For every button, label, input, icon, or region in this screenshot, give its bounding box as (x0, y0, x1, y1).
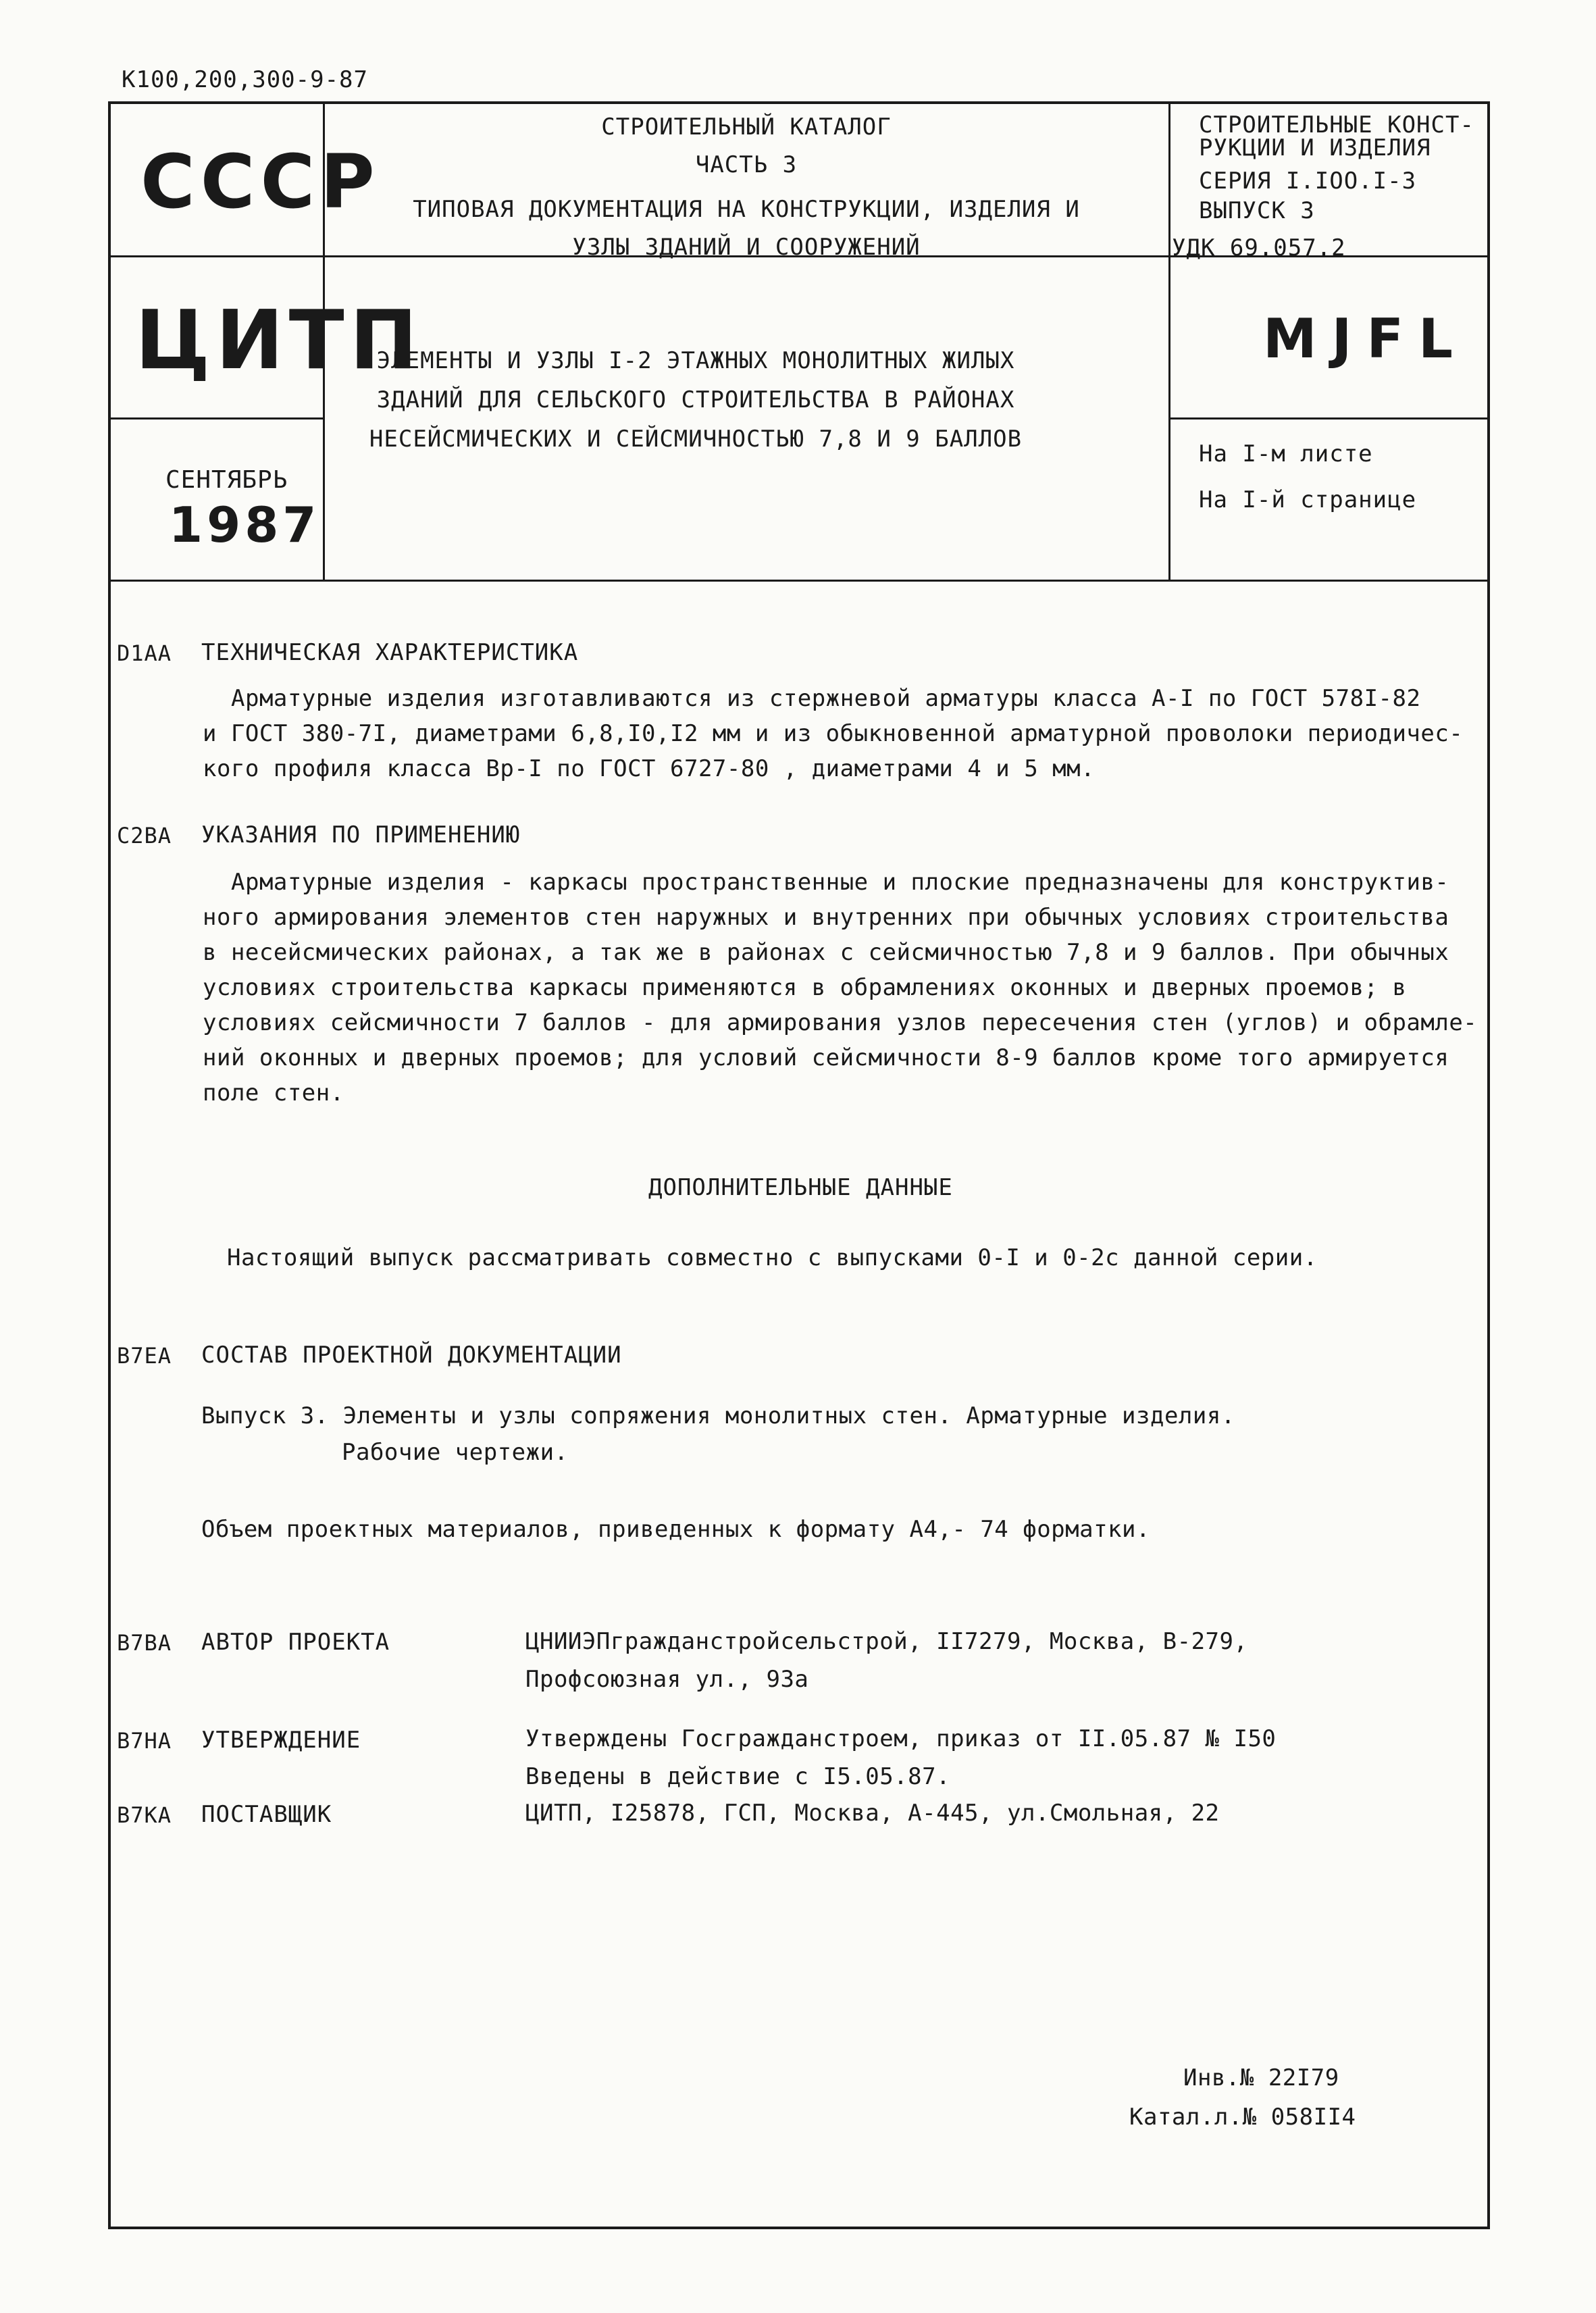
text-line: в несейсмических районах, а так же в районах с сейсмичностью 7,8 и 9 баллов. При обычных (203, 939, 1449, 966)
catalog-line-4: УЗЛЫ ЗДАНИЙ И СООРУЖЕНИЙ (572, 234, 921, 261)
additional-data-title: ДОПОЛНИТЕЛЬНЫЕ ДАННЫЕ (648, 1174, 953, 1201)
month-label: СЕНТЯБРЬ (165, 466, 288, 494)
catalog-sheet-number: Катал.л.№ 058II4 (1129, 2104, 1356, 2131)
section-title-composition: СОСТАВ ПРОЕКТНОЙ ДОКУМЕНТАЦИИ (201, 1342, 622, 1369)
section-code-b7ba: B7BA (117, 1630, 172, 1656)
additional-data-text: Настоящий выпуск рассматривать совместно с выпусками 0-I и 0-2с данной серии. (227, 1244, 1318, 1271)
title-line-3: НЕСЕЙСМИЧЕСКИХ И СЕЙСМИЧНОСТЬЮ 7,8 И 9 БАЛЛОВ (369, 426, 1023, 453)
section-code-b7ha: B7HA (117, 1728, 172, 1754)
catalog-line-1: СТРОИТЕЛЬНЫЙ КАТАЛОГ (601, 113, 892, 141)
supplier-line: ЦИТП, I25878, ГСП, Москва, А-445, ул.Смольная, 22 (525, 1800, 1220, 1827)
composition-line-1: Выпуск 3. Элементы и узлы сопряжения монолитных стен. Арматурные изделия. (201, 1402, 1235, 1429)
text-line: и ГОСТ 380-7I, диаметрами 6,8,I0,I2 мм и из обыкновенной арматурной проволоки периодичес- (203, 720, 1464, 747)
text-line: Арматурные изделия изготавливаются из стержневой арматуры класса A-I по ГОСТ 578I-82 (231, 685, 1421, 712)
section-code-d1aa: D1AA (117, 640, 172, 666)
section-title-supplier: ПОСТАВЩИК (201, 1801, 332, 1828)
section-code-c2ba: C2BA (117, 823, 172, 848)
citp-label: ЦИТП (135, 294, 423, 388)
text-line: условиях строительства каркасы применяются в обрамлениях оконных и дверных проемов; в (203, 974, 1407, 1001)
author-line-2: Профсоюзная ул., 93а (525, 1666, 809, 1693)
sheet-info: На I-м листе (1199, 440, 1373, 467)
year-label: 1987 (169, 497, 321, 553)
series-line-3: СЕРИЯ I.IOO.I-3 (1199, 168, 1417, 195)
udk-label: УДК 69.057.2 (1172, 234, 1346, 261)
composition-line-2: Рабочие чертежи. (342, 1439, 569, 1466)
approval-line-1: Утверждены Госгражданстроем, приказ от II.05.87 № I50 (525, 1725, 1277, 1752)
series-line-2: РУКЦИИ И ИЗДЕЛИЯ (1199, 134, 1431, 161)
header-divider-right (1168, 101, 1170, 581)
document-code: К100,200,300-9-87 (122, 66, 368, 93)
composition-volume: Объем проектных материалов, приведенных к формату А4,- 74 форматки. (201, 1516, 1150, 1543)
series-line-1: СТРОИТЕЛЬНЫЕ КОНСТ- (1199, 111, 1474, 138)
series-line-4: ВЫПУСК 3 (1199, 197, 1315, 224)
text-line: условиях сейсмичности 7 баллов - для армирования узлов пересечения стен (углов) и обрамле- (203, 1009, 1478, 1036)
section-title-technical: ТЕХНИЧЕСКАЯ ХАРАКТЕРИСТИКА (201, 639, 579, 666)
header-row-divider-3 (1168, 417, 1490, 420)
page-info: На I-й странице (1199, 486, 1417, 513)
document-title (324, 341, 1067, 459)
section-code-b7ka: B7KA (117, 1802, 172, 1828)
ussr-label: СССР (140, 138, 380, 225)
section-body-application (203, 865, 1486, 1111)
index-code: MJFL (1263, 307, 1468, 370)
author-line-1: ЦНИИЭПгражданстройсельстрой, II7279, Москва, В-279, (525, 1628, 1248, 1655)
series-info (1199, 113, 1483, 226)
section-code-b7ea: B7EA (117, 1343, 172, 1369)
text-line: ного армирования элементов стен наружных и внутренних при обычных условиях строительства (203, 904, 1449, 931)
header-row-divider-2 (108, 417, 324, 420)
title-line-2: ЗДАНИЙ ДЛЯ СЕЛЬСКОГО СТРОИТЕЛЬСТВА В РАЙОНАХ (376, 386, 1015, 413)
catalog-line-3: ТИПОВАЯ ДОКУМЕНТАЦИЯ НА КОНСТРУКЦИИ, ИЗДЕЛИЯ И (413, 196, 1080, 223)
section-title-approval: УТВЕРЖДЕНИЕ (201, 1727, 361, 1754)
text-line: Арматурные изделия - каркасы пространственные и плоские предназначены для конструктив- (231, 869, 1449, 896)
text-line: ний оконных и дверных проемов; для условий сейсмичности 8-9 баллов кроме того армируется (203, 1044, 1449, 1071)
catalog-line-2: ЧАСТЬ 3 (695, 151, 798, 178)
title-line-1: ЭЛЕМЕНТЫ И УЗЛЫ I-2 ЭТАЖНЫХ МОНОЛИТНЫХ ЖИЛЫХ (376, 347, 1015, 374)
text-line: кого профиля класса Bp-I по ГОСТ 6727-80 , диаметрами 4 и 5 мм. (203, 755, 1096, 782)
text-line: поле стен. (203, 1079, 344, 1107)
catalog-header (324, 108, 1168, 266)
inventory-number: Инв.№ 22I79 (1183, 2064, 1339, 2091)
section-title-author: АВТОР ПРОЕКТА (201, 1629, 390, 1656)
approval-line-2: Введены в действие с I5.05.87. (525, 1763, 951, 1790)
section-title-application: УКАЗАНИЯ ПО ПРИМЕНЕНИЮ (201, 821, 521, 848)
header-bottom (108, 580, 1490, 582)
section-body-technical (203, 681, 1486, 786)
